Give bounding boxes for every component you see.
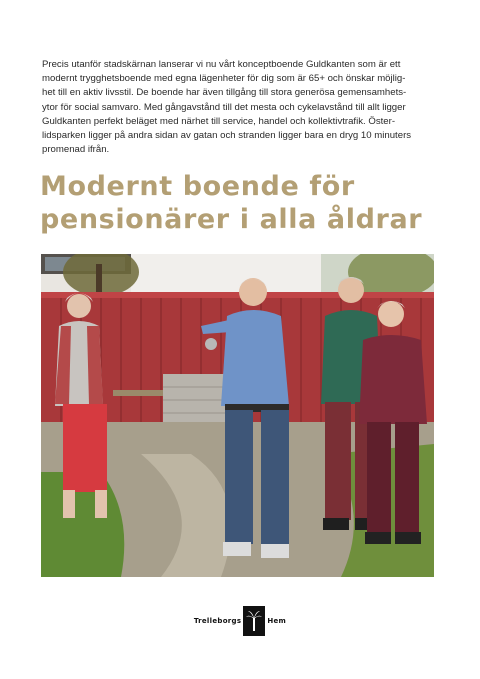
- intro-line: promenad ifrån.: [42, 144, 110, 156]
- logo-text-left: Trelleborgs: [193, 617, 242, 625]
- intro-line: ytor för social samvaro. Med gångavstånd till det mesta och cykelavstånd till allt ligger: [42, 101, 406, 113]
- headline-line: Modernt boende för: [40, 171, 355, 202]
- intro-line: Guldkanten perfekt beläget med närhet till service, handel och kollektivtrafik. Öster-: [42, 115, 396, 127]
- intro-line: het till en aktiv livsstil. De boende har även tillgång till stora generösa gemensamhets-: [42, 87, 407, 99]
- intro-line: lidsparken ligger på andra sidan av gatan och stranden ligger bara en dryg 10 minuters: [42, 130, 412, 142]
- company-logo: [0, 604, 480, 638]
- intro-paragraph: [42, 58, 438, 157]
- page-headline: [40, 170, 440, 236]
- palm-tree-icon: [243, 606, 265, 636]
- headline-line: pensionärer i alla åldrar: [40, 204, 423, 235]
- logo-text-right: Hem: [267, 617, 287, 625]
- intro-line: Precis utanför stadskärnan lanserar vi nu vårt konceptboende Guldkanten som är ett: [42, 59, 401, 70]
- residents-photo: [41, 254, 434, 577]
- intro-line: modernt trygghetsboende med egna lägenheter för dig som är 65+ och önskar möjlig-: [42, 73, 406, 85]
